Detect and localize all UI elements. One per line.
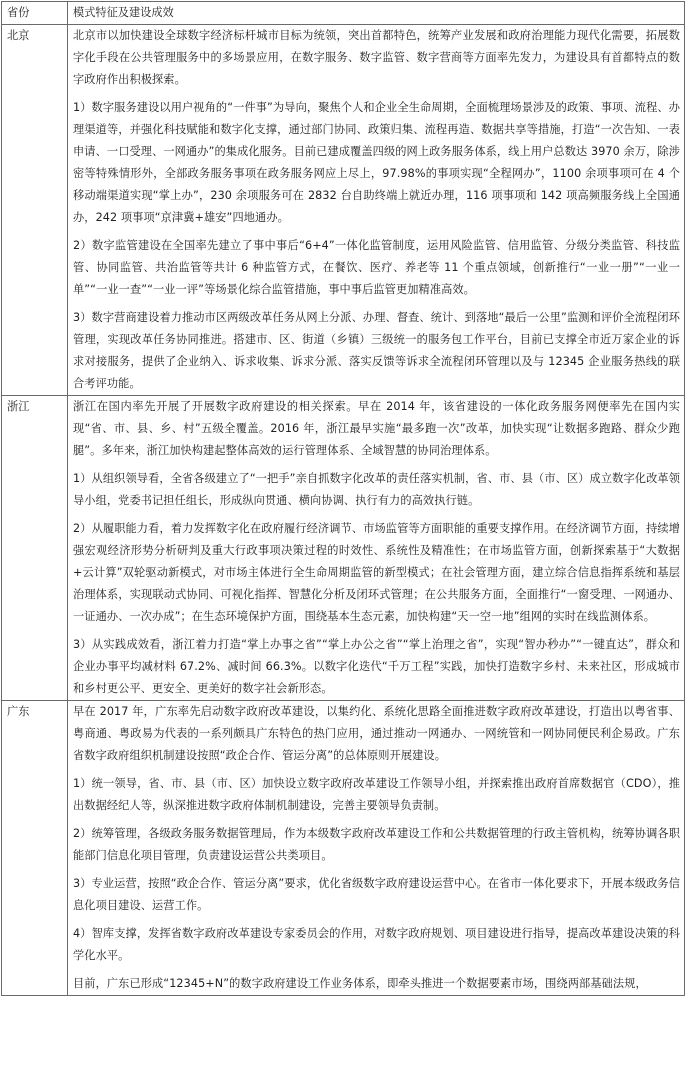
table-header-row <box>2 2 685 25</box>
paragraph: 北京市以加快建设全球数字经济标杆城市目标为统领，突出首都特色，统筹产业发展和政府治理能力现代化需要，拓展数字化手段在公共管理服务中的多场景应用，在数字服务、数字监管、数字营商等方面率先发力，为建设具有首都特点的数字政府作出积极探索。 <box>73 29 680 86</box>
paragraph: 1）统一领导，省、市、县（市、区）加快设立数字政府改革建设工作领导小组，并探索推出政府首席数据官（CDO），推出数据经纪人等，纵深推进数字政府体制机制建设，完善主要领导负责制。 <box>73 777 680 812</box>
paragraph: 3）数字营商建设着力推动市区两级改革任务从网上分派、办理、督查、统计、到落地“最后一公里”监测和评价全流程闭环管理，实现改革任务协同推进。搭建市、区、街道（乡镇）三级统一的服务包工作平台，目前已支撑全市近万家企业的诉求对接服务，提供了企业纳入、诉求收集、诉求分派、落实反馈等诉求全流程闭环管理以及与 12345 企业服务热线的联合考评功能。 <box>73 311 680 390</box>
province-cell: 北京 <box>2 25 68 396</box>
paragraph: 3）专业运营，按照“政企合作、管运分离”要求，优化省级数字政府建设运营中心。在省市一体化要求下，开展本级政务信息化项目建设、运营工作。 <box>73 877 680 912</box>
province-cell: 广东 <box>2 701 68 996</box>
paragraph: 2）统筹管理，各级政务服务数据管理局，作为本级数字政府改革建设工作和公共数据管理的行政主管机构，统筹协调各职能部门信息化项目管理，负责建设运营公共类项目。 <box>73 827 680 862</box>
paragraph: 2）数字监管建设在全国率先建立了事中事后“6+4”一体化监管制度，运用风险监管、信用监管、分级分类监管、科技监管、协同监管、共治监管等共计 6 种监管方式，在餐饮、医疗、养老等 11 个重点领域，创新推行“一业一册”“一业一单”“一业一查”“一业一评”等场景化综合监管措施，事中事后监管更加精准高效。 <box>73 239 680 296</box>
province-cell: 浙江 <box>2 396 68 701</box>
paragraph: 目前，广东已形成“12345+N”的数字政府建设工作业务体系，即牵头推进一个数据要素市场，围绕两部基础法规， <box>73 977 647 990</box>
paragraph: 4）智库支撑，发挥省数字政府改革建设专家委员会的作用，对数字政府规划、项目建设进行指导，提高改革建设决策的科学化水平。 <box>73 927 680 962</box>
header-province: 省份 <box>2 2 68 25</box>
paragraph: 3）从实践成效看，浙江着力打造“掌上办事之省”“掌上办公之省”“掌上治理之省”，实现“智办秒办”“一键直达”，群众和企业办事平均减材料 67.2%、减时间 66.3%。以数字化迭代“千万工程”实践，加快打造数字乡村、未来社区，形成城市和乡村更公平、更安全、更美好的数字社会新形态。 <box>73 638 680 695</box>
paragraph: 浙江在国内率先开展了开展数字政府建设的相关探索。早在 2014 年，该省建设的一体化政务服务网便率先在国内实现“省、市、县、乡、村”五级全覆盖。2016 年，浙江最早实施“最多跑一次”改革，加快实现“让数据多跑路、群众少跑腿”。多年来，浙江加快构建起整体高效的运行管理体系、全域智慧的协同治理体系。 <box>73 400 680 457</box>
header-content: 模式特征及建设成效 <box>68 2 685 25</box>
paragraph: 1）从组织领导看，全省各级建立了“一把手”亲自抓数字化改革的责任落实机制，省、市、县（市、区）成立数字化改革领导小组，党委书记担任组长，形成纵向贯通、横向协调、执行有力的高效执行链。 <box>73 472 680 507</box>
paragraph: 早在 2017 年，广东率先启动数字政府改革建设，以集约化、系统化思路全面推进数字政府改革建设，打造出以粤省事、粤商通、粤政易为代表的一系列颇具广东特色的热门应用，通过推动一网通办、一网统管和一网协同便民利企易政。广东省数字政府组织机制建设按照“政企合作、管运分离”的总体原则开展建设。 <box>73 705 680 762</box>
paragraph: 1）数字服务建设以用户视角的“一件事”为导向，聚焦个人和企业全生命周期，全面梳理场景涉及的政策、事项、流程、办理渠道等，并强化科技赋能和数字化支撑，通过部门协同、政策归集、流程再造、数据共享等措施，打造“一次告知、一表申请、一口受理、一网通办”的集成化服务。目前已建成覆盖四级的网上政务服务体系，线上用户总数达 3970 余万，除涉密等特殊情形外，全部政务服务事项在政务服务网应上尽上，97.98%的事项实现“全程网办”，1100 余项事项可在 4 个移动端渠道实现“掌上办”，230 余项服务可在 2832 台自助终端上就近办理，116 项事项和 142 项高频服务线上全国通办，242 项事项“京津冀+雄安”四地通办。 <box>73 101 680 224</box>
table-row <box>2 396 685 701</box>
table-row <box>2 25 685 396</box>
table-row <box>2 701 685 996</box>
content-table <box>1 1 685 996</box>
content-cell <box>68 701 685 996</box>
content-cell <box>68 396 685 701</box>
content-cell <box>68 25 685 396</box>
paragraph: 2）从履职能力看，着力发挥数字化在政府履行经济调节、市场监管等方面职能的重要支撑作用。在经济调节方面，持续增强宏观经济形势分析研判及重大行政事项决策过程的时效性、系统性及精准性；在市场监管方面，创新探索基于“大数据+云计算”双轮驱动新模式，对市场主体进行全生命周期监管的新型模式；在社会管理方面，建立综合信息指挥系统和基层治理体系，实现联动式协同、可视化指挥、智慧化分析及闭环式管理；在公共服务方面，全面推行“一窗受理、一网通办、一证通办、一次办成”；在生态环境保护方面，围绕基本生态元素，加快构建“天一空一地”组网的实时在线监测体系。 <box>73 522 680 623</box>
